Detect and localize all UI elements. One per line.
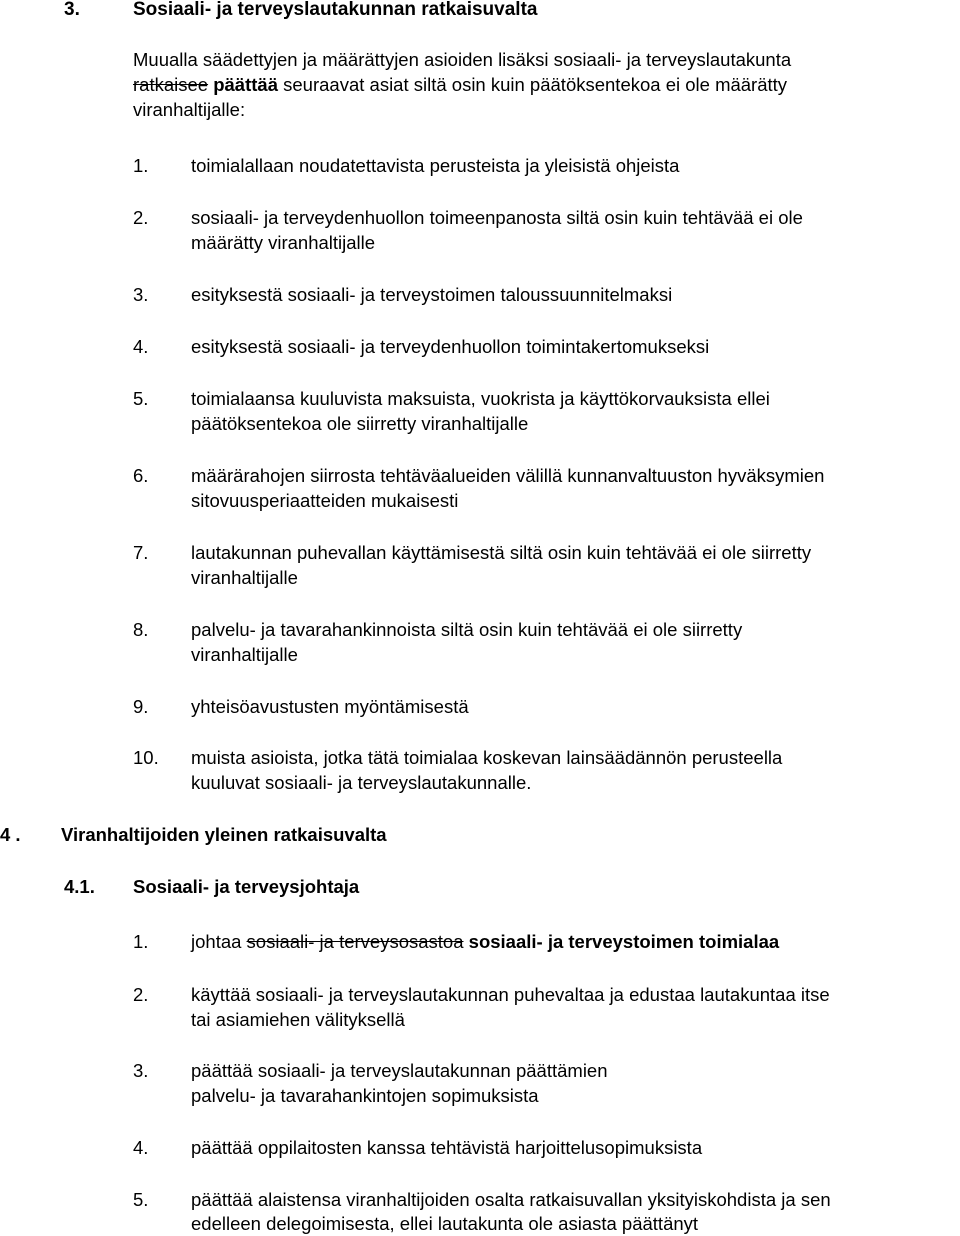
section-3-number: 3.	[64, 0, 80, 20]
intro-line-1: Muualla säädettyjen ja määrättyjen asioiden lisäksi sosiaali- ja terveyslautakunta	[133, 49, 792, 70]
list-item-text-cont: sitovuusperiaatteiden mukaisesti	[191, 490, 459, 511]
list-item-text: lautakunnan puhevallan käyttämisestä siltä osin kuin tehtävää ei ole siirretty	[191, 542, 812, 563]
section-4-1-title: Sosiaali- ja terveysjohtaja	[133, 876, 360, 897]
list-item-text: toimialaansa kuuluvista maksuista, vuokrista ja käyttökorvauksista ellei	[191, 388, 770, 409]
list-item-number: 6.	[133, 465, 149, 486]
list-item-number: 10.	[133, 747, 159, 768]
list-item-text: käyttää sosiaali- ja terveyslautakunnan puhevaltaa ja edustaa lautakuntaa itse	[191, 984, 830, 1005]
list-item-text: päättää sosiaali- ja terveyslautakunnan päättämien	[191, 1060, 608, 1081]
item-struck-text: sosiaali- ja terveysosastoa	[246, 931, 464, 952]
list-item-number: 1.	[133, 155, 149, 176]
list-item-text: sosiaali- ja terveydenhuollon toimeenpanosta siltä osin kuin tehtävää ei ole	[191, 207, 803, 228]
intro-bold-word: päättää	[213, 74, 278, 95]
list-item-number: 7.	[133, 542, 149, 563]
intro-line-2-rest: seuraavat asiat siltä osin kuin päätöksentekoa ei ole määrätty	[283, 74, 788, 95]
list-item-text-cont: palvelu- ja tavarahankintojen sopimuksista	[191, 1085, 539, 1106]
list-item-number: 8.	[133, 619, 149, 640]
list-item-text: palvelu- ja tavarahankinnoista siltä osin kuin tehtävää ei ole siirretty	[191, 619, 743, 640]
list-item-number: 3.	[133, 284, 149, 305]
list-item-text-cont: tai asiamiehen välityksellä	[191, 1009, 405, 1030]
item-prefix: johtaa	[191, 931, 242, 952]
list-item-number: 2.	[133, 207, 149, 228]
list-item-text: toimialallaan noudatettavista perusteista ja yleisistä ohjeista	[191, 155, 680, 176]
list-item-text: esityksestä sosiaali- ja terveystoimen taloussuunnitelmaksi	[191, 284, 673, 305]
list-item-number: 1.	[133, 931, 149, 952]
list-item-text: muista asioista, jotka tätä toimialaa koskevan lainsäädännön perusteella	[191, 747, 783, 768]
list-item-text: yhteisöavustusten myöntämisestä	[191, 696, 469, 717]
list-item-number: 4.	[133, 1137, 149, 1158]
list-item-text: esityksestä sosiaali- ja terveydenhuollon toimintakertomukseksi	[191, 336, 710, 357]
list-item-text-cont: viranhaltijalle	[191, 567, 298, 588]
list-item-text: päättää oppilaitosten kanssa tehtävistä harjoittelusopimuksista	[191, 1137, 703, 1158]
section-4-1-number: 4.1.	[64, 876, 95, 897]
list-item-number: 4.	[133, 336, 149, 357]
item-bold-text: sosiaali- ja terveystoimen toimialaa	[468, 931, 780, 952]
list-item-text: päättää alaistensa viranhaltijoiden osalta ratkaisuvallan yksityiskohdista ja sen	[191, 1189, 831, 1210]
intro-line-2	[133, 72, 787, 97]
intro-line-3: viranhaltijalle:	[133, 99, 246, 120]
list-item-number: 9.	[133, 696, 149, 717]
list-item-text-cont: määrätty viranhaltijalle	[191, 232, 376, 253]
section-4-number: 4 .	[0, 824, 21, 845]
list-item-text-cont: päätöksentekoa ole siirretty viranhaltijalle	[191, 413, 529, 434]
list-item-number: 5.	[133, 1189, 149, 1210]
list-item-number: 3.	[133, 1060, 149, 1081]
list-item-text: määrärahojen siirrosta tehtäväalueiden välillä kunnanvaltuuston hyväksymien	[191, 465, 825, 486]
list-item-text	[191, 929, 960, 954]
list-item-number: 2.	[133, 984, 149, 1005]
section-3-title: Sosiaali- ja terveyslautakunnan ratkaisuvalta	[133, 0, 538, 20]
list-item-text-cont: edelleen delegoimisesta, ellei lautakunta ole asiasta päättänyt	[191, 1213, 699, 1234]
list-item-text-cont: kuuluvat sosiaali- ja terveyslautakunnalle.	[191, 772, 532, 793]
list-item-text-cont: viranhaltijalle	[191, 644, 298, 665]
intro-struck-word: ratkaisee	[133, 74, 209, 95]
section-4-title: Viranhaltijoiden yleinen ratkaisuvalta	[61, 824, 387, 845]
list-item-number: 5.	[133, 388, 149, 409]
